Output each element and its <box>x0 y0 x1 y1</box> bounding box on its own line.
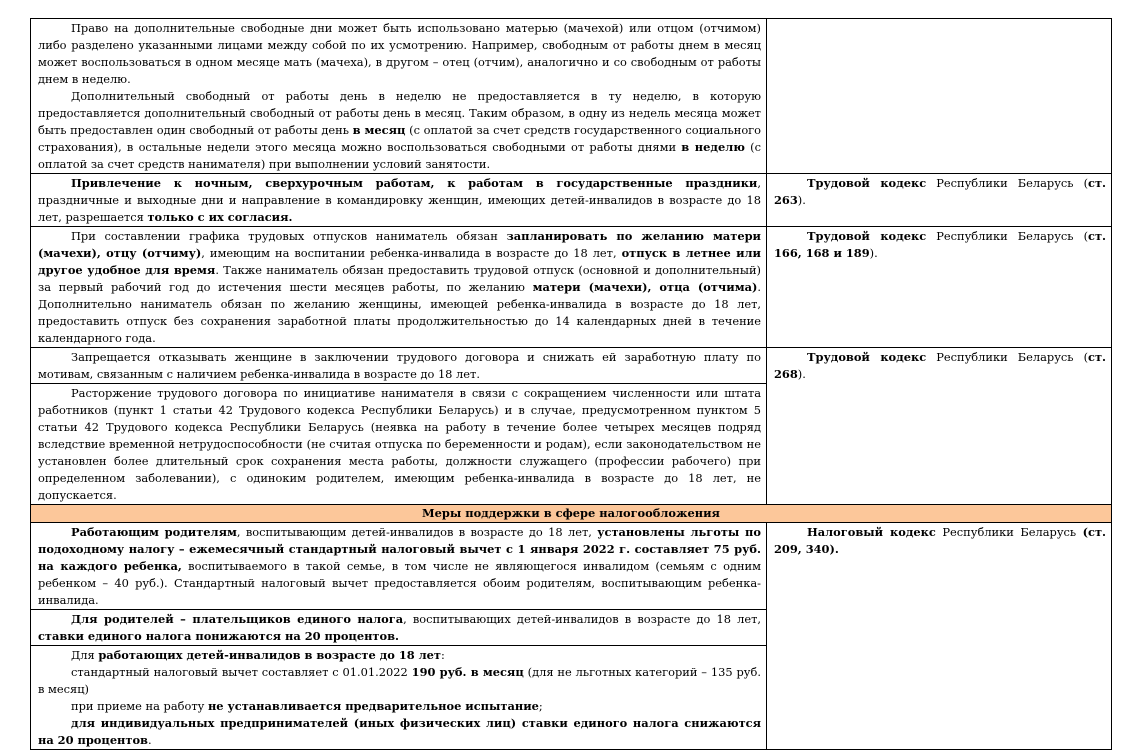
text: , воспитывающим детей-инвалидов в возрасте до 18 лет, <box>236 525 598 539</box>
emphasis: не устанавливается предварительное испытание <box>207 699 539 713</box>
emphasis: матери (мачехи), отца (отчима) <box>532 280 758 294</box>
paragraph: Расторжение трудового договора по инициативе нанимателя в связи с сокращением численности или штата работников (пункт 1 статьи 42 Трудового кодекса Республики Беларусь) и в случае, предусмотренном пунктом 5 статьи 42 Трудового кодекса Республики Беларусь (неявка на работу в течение более четырех месяцев подряд вследствие временной нетрудоспособности (не считая отпуска по беременности и родам), если законодательством не установлен более длительный срок сохранения места работы, должности служащего (профессии рабочего) при определенном заболевании), с одиноким родителем, имеющим ребенка-инвалида в возрасте до 18 лет, не допускается. <box>38 386 761 502</box>
emphasis: в неделю <box>681 140 745 154</box>
cell-text <box>31 610 767 646</box>
emphasis: Для родителей – плательщиков единого налога <box>71 612 404 626</box>
code-name: Трудовой кодекс <box>807 229 927 243</box>
emphasis: 190 руб. в месяц <box>411 665 524 679</box>
paragraph <box>38 88 761 173</box>
text: ). <box>797 367 806 381</box>
text: : <box>440 648 445 662</box>
text: . Дополнительно наниматель обязан по желанию женщины, имеющей ребенка-инвалида в возрасте до 18 лет, предоставить отпуск без сохранения заработной платы продолжительностью до 14 календарных дней в течение календарного года. <box>38 280 761 345</box>
article-ref: ст. 263 <box>774 176 1106 207</box>
cell-reference <box>767 227 1112 348</box>
code-name: Трудовой кодекс <box>807 350 927 364</box>
table-row <box>31 227 1112 348</box>
table-row <box>31 348 1112 384</box>
emphasis: установлены льготы по подоходному налогу – ежемесячный стандартный налоговый вычет с 1 января 2022 г. составляет 75 руб. на каждого ребенка, <box>38 525 761 573</box>
emphasis: в месяц <box>352 123 406 137</box>
section-title: Меры поддержки в сфере налогообложения <box>31 505 1112 523</box>
reference <box>774 175 1106 209</box>
emphasis: Работающим родителям <box>71 525 237 539</box>
text: воспитываемого в такой семье, в том числе не являющегося инвалидом (семьям с одним ребенком – 40 руб.). Стандартный налоговый вычет предоставляется обоим родителям, воспитывающим ребенка-инвалида. <box>38 559 761 607</box>
emphasis: ставки единого налога понижаются на 20 процентов. <box>38 629 399 643</box>
article-ref: ст. 166, 168 и 189 <box>774 229 1106 260</box>
text: (с оплатой за счет средств государственного социального страхования), в остальные недели этого месяца можно воспользоваться свободными от работы днями <box>38 123 762 154</box>
reference <box>774 349 1106 383</box>
cell-text <box>31 227 767 348</box>
cell-text <box>31 348 767 384</box>
emphasis: только с их согласия. <box>147 210 293 224</box>
emphasis: для индивидуальных предпринимателей (иных физических лиц) ставки единого налога снижаются на 20 процентов <box>38 716 761 747</box>
paragraph <box>38 175 761 226</box>
paragraph <box>38 715 761 749</box>
text: , воспитывающих детей-инвалидов в возрасте до 18 лет, <box>403 612 761 626</box>
text: стандартный налоговый вычет составляет с 01.01.2022 <box>71 665 412 679</box>
text: . Также наниматель обязан предоставить трудовой отпуск (основной и дополнительный) за первый рабочий год до истечения шести месяцев работы, по желанию <box>38 263 761 294</box>
paragraph <box>38 664 761 698</box>
article-ref: ст. 268 <box>774 350 1106 381</box>
text: Для <box>71 648 99 662</box>
text: Республики Беларусь <box>935 525 1083 539</box>
cell-text <box>31 174 767 227</box>
article-ref: (ст. 209, 340). <box>774 525 1106 556</box>
emphasis: Привлечение к ночным, сверхурочным работам, к работам в государственные праздники <box>71 176 758 190</box>
text: . <box>147 733 152 747</box>
text: ). <box>797 193 806 207</box>
text: (для не льготных категорий – 135 руб. в месяц) <box>38 665 761 696</box>
emphasis: работающих детей-инвалидов в возрасте до 18 лет <box>98 648 441 662</box>
cell-text <box>31 523 767 610</box>
text: При составлении графика трудовых отпусков наниматель обязан <box>71 229 507 243</box>
text: , праздничные и выходные дни и направление в командировку женщин, имеющих детей-инвалидов в возрасте до 18 лет, разрешается <box>38 176 761 224</box>
table-row <box>31 19 1112 174</box>
text: Республики Беларусь ( <box>926 350 1089 364</box>
reference <box>774 228 1106 262</box>
paragraph <box>38 228 761 347</box>
cell-reference <box>767 348 1112 505</box>
text: ; <box>538 699 543 713</box>
text: , имеющим на воспитании ребенка-инвалида в возрасте до 18 лет, <box>201 246 622 260</box>
text: (с оплатой за счет средств нанимателя) при выполнении условий занятости. <box>38 140 762 171</box>
document-table <box>30 18 1112 750</box>
paragraph: Запрещается отказывать женщине в заключении трудового договора и снижать ей заработную плату по мотивам, связанным с наличием ребенка-инвалида в возрасте до 18 лет. <box>38 350 761 381</box>
paragraph <box>38 524 761 609</box>
text: при приеме на работу <box>71 699 208 713</box>
section-header-row <box>31 505 1112 523</box>
cell-reference <box>767 523 1112 750</box>
text: Республики Беларусь ( <box>926 229 1089 243</box>
code-name: Трудовой кодекс <box>807 176 927 190</box>
cell-text <box>31 384 767 505</box>
text: Дополнительный свободный от работы день в неделю не предоставляется в ту неделю, в которую предоставляется дополнительный свободный от работы день в месяц. Таким образом, в одну из недель месяца может быть предоставлен один свободный от работы день <box>38 89 761 137</box>
paragraph <box>38 647 761 664</box>
cell-text <box>31 19 767 174</box>
emphasis: отпуск в летнее или другое удобное для время <box>38 246 762 277</box>
cell-reference <box>767 19 1112 174</box>
table-row <box>31 523 1112 610</box>
code-name: Налоговый кодекс <box>807 525 936 539</box>
paragraph <box>38 698 761 715</box>
paragraph <box>38 611 761 645</box>
paragraph: Право на дополнительные свободные дни может быть использовано матерью (мачехой) или отцом (отчимом) либо разделено указанными лицами между собой по их усмотрению. Например, свободным от работы днем в месяц может воспользоваться в одном месяце мать (мачеха), в другом – отец (отчим), аналогично и со свободным от работы днем в неделю. <box>38 21 761 86</box>
text: Республики Беларусь ( <box>926 176 1089 190</box>
cell-text <box>31 646 767 750</box>
text: ). <box>869 246 878 260</box>
reference <box>774 524 1106 558</box>
table-row <box>31 174 1112 227</box>
cell-reference <box>767 174 1112 227</box>
emphasis: запланировать по желанию матери (мачехи), отцу (отчиму) <box>38 229 761 260</box>
